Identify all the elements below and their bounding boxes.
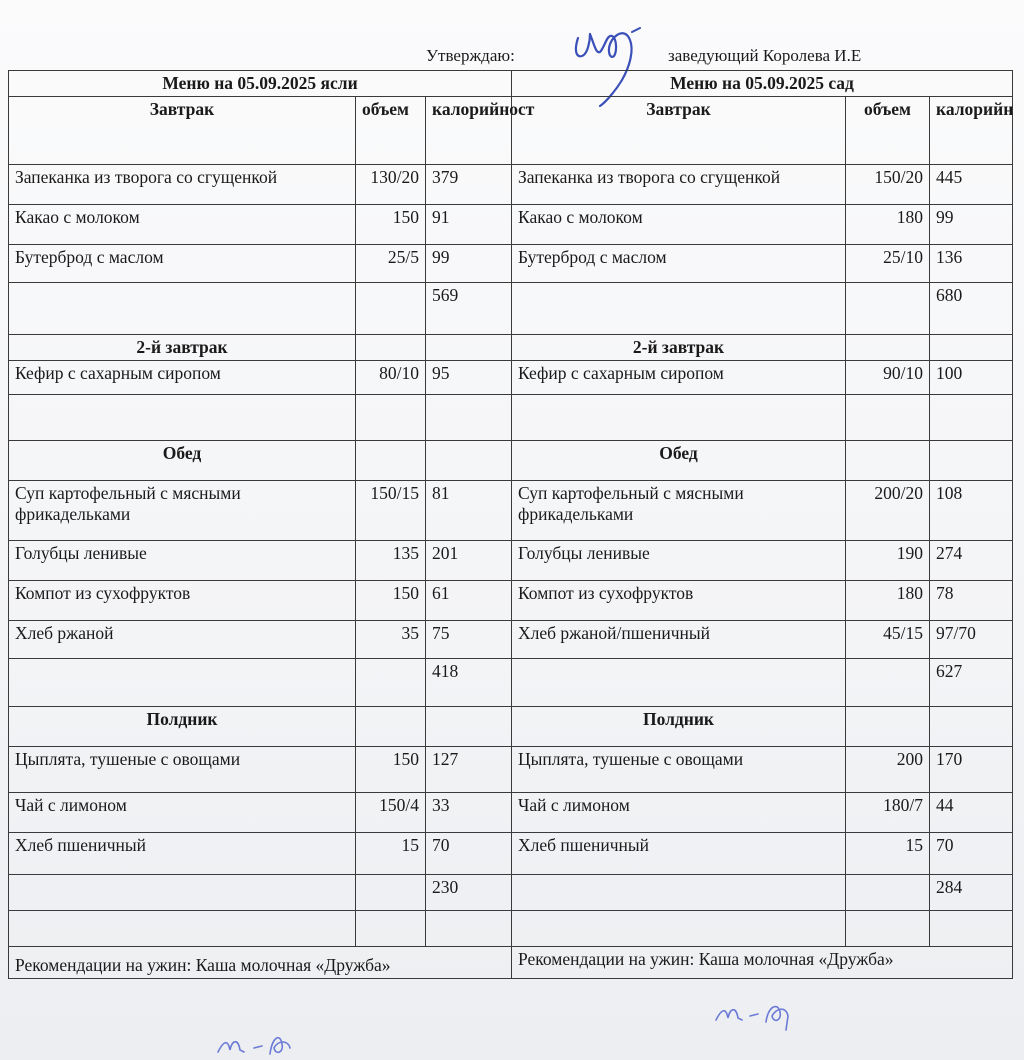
kindergarten-volume-cell <box>846 283 930 335</box>
nursery-calories-cell: 91 <box>426 205 512 245</box>
kindergarten-calories-cell: 284 <box>930 875 1013 911</box>
nursery-dish-cell: Суп картофельный с мясными фрикадельками <box>9 481 356 541</box>
nursery-dish-cell: Хлеб ржаной <box>9 621 356 659</box>
table-row <box>9 541 1013 581</box>
kindergarten-dish-cell: Запеканка из творога со сгущенкой <box>512 165 846 205</box>
nursery-calories-cell: 33 <box>426 793 512 833</box>
nursery-dish-cell: Чай с лимоном <box>9 793 356 833</box>
menu-table <box>8 70 1013 979</box>
nursery-calories-cell: 99 <box>426 245 512 283</box>
kindergarten-calories-cell: 170 <box>930 747 1013 793</box>
kindergarten-dinner-recommendation: Рекомендации на ужин: Каша молочная «Дружба» <box>512 947 1013 979</box>
kindergarten-volume-cell: 200 <box>846 747 930 793</box>
table-row <box>9 581 1013 621</box>
kindergarten-calories-cell: 108 <box>930 481 1013 541</box>
kindergarten-dish-cell: Полдник <box>512 707 846 747</box>
nursery-volume-cell <box>356 707 426 747</box>
kindergarten-dish-cell <box>512 911 846 947</box>
kindergarten-dish-cell: Бутерброд с маслом <box>512 245 846 283</box>
kindergarten-volume-cell: 15 <box>846 833 930 875</box>
kindergarten-volume-cell: 25/10 <box>846 245 930 283</box>
nursery-calories-cell: 61 <box>426 581 512 621</box>
nursery-header-calories: калорийност <box>426 97 512 165</box>
table-row <box>9 793 1013 833</box>
approval-label: Утверждаю: <box>426 46 515 65</box>
nursery-volume-cell: 130/20 <box>356 165 426 205</box>
nursery-volume-cell: 150/4 <box>356 793 426 833</box>
nursery-dish-cell: Хлеб пшеничный <box>9 833 356 875</box>
nursery-calories-cell: 230 <box>426 875 512 911</box>
kindergarten-title: Меню на 05.09.2025 сад <box>512 71 1013 97</box>
nursery-volume-cell: 150 <box>356 581 426 621</box>
nursery-dish-cell: Запеканка из творога со сгущенкой <box>9 165 356 205</box>
nursery-calories-cell <box>426 335 512 361</box>
kindergarten-calories-cell <box>930 335 1013 361</box>
kindergarten-dish-cell: Хлеб ржаной/пшеничный <box>512 621 846 659</box>
nursery-calories-cell: 95 <box>426 361 512 395</box>
kindergarten-dish-cell: Компот из сухофруктов <box>512 581 846 621</box>
kindergarten-dish-cell: Кефир с сахарным сиропом <box>512 361 846 395</box>
kindergarten-calories-cell: 274 <box>930 541 1013 581</box>
nursery-header-volume: объем <box>356 97 426 165</box>
nursery-calories-cell: 75 <box>426 621 512 659</box>
nursery-calories-cell: 70 <box>426 833 512 875</box>
nursery-volume-cell <box>356 875 426 911</box>
kindergarten-calories-cell: 70 <box>930 833 1013 875</box>
kindergarten-calories-cell <box>930 441 1013 481</box>
nursery-calories-cell <box>426 395 512 441</box>
nursery-calories-cell: 81 <box>426 481 512 541</box>
nursery-dish-cell <box>9 395 356 441</box>
nursery-volume-cell: 150 <box>356 747 426 793</box>
nursery-volume-cell <box>356 335 426 361</box>
nursery-volume-cell: 80/10 <box>356 361 426 395</box>
nursery-calories-cell <box>426 707 512 747</box>
kindergarten-volume-cell <box>846 875 930 911</box>
kindergarten-volume-cell <box>846 707 930 747</box>
kindergarten-calories-cell <box>930 707 1013 747</box>
kindergarten-volume-cell: 190 <box>846 541 930 581</box>
nursery-header-dish: Завтрак <box>9 97 356 165</box>
table-row <box>9 833 1013 875</box>
nursery-volume-cell: 15 <box>356 833 426 875</box>
kindergarten-volume-cell <box>846 395 930 441</box>
nursery-calories-cell <box>426 441 512 481</box>
kindergarten-calories-cell: 78 <box>930 581 1013 621</box>
table-row <box>9 747 1013 793</box>
kindergarten-volume-cell: 180 <box>846 581 930 621</box>
kindergarten-header-volume: объем <box>846 97 930 165</box>
nursery-volume-cell: 150 <box>356 205 426 245</box>
kindergarten-dish-cell: Хлеб пшеничный <box>512 833 846 875</box>
nursery-calories-cell: 569 <box>426 283 512 335</box>
footer-signature-nursery <box>210 1018 320 1060</box>
kindergarten-calories-cell <box>930 911 1013 947</box>
nursery-title: Меню на 05.09.2025 ясли <box>9 71 512 97</box>
kindergarten-volume-cell: 90/10 <box>846 361 930 395</box>
table-row <box>9 875 1013 911</box>
nursery-dish-cell <box>9 875 356 911</box>
nursery-volume-cell: 25/5 <box>356 245 426 283</box>
nursery-dish-cell <box>9 911 356 947</box>
nursery-dish-cell <box>9 659 356 707</box>
footer-signature-kindergarten <box>710 992 810 1034</box>
kindergarten-calories-cell: 44 <box>930 793 1013 833</box>
nursery-volume-cell <box>356 283 426 335</box>
table-row <box>9 361 1013 395</box>
table-row <box>9 245 1013 283</box>
nursery-dish-cell: 2-й завтрак <box>9 335 356 361</box>
kindergarten-dish-cell: Цыплята, тушеные с овощами <box>512 747 846 793</box>
nursery-volume-cell <box>356 659 426 707</box>
nursery-volume-cell: 150/15 <box>356 481 426 541</box>
kindergarten-volume-cell: 45/15 <box>846 621 930 659</box>
nursery-dish-cell: Бутерброд с маслом <box>9 245 356 283</box>
nursery-calories-cell: 379 <box>426 165 512 205</box>
dinner-row <box>9 947 1013 979</box>
approval-line <box>0 46 1024 70</box>
table-row <box>9 165 1013 205</box>
kindergarten-calories-cell: 680 <box>930 283 1013 335</box>
kindergarten-volume-cell <box>846 659 930 707</box>
kindergarten-volume-cell: 180/7 <box>846 793 930 833</box>
nursery-dish-cell: Полдник <box>9 707 356 747</box>
kindergarten-dish-cell: Обед <box>512 441 846 481</box>
kindergarten-dish-cell <box>512 875 846 911</box>
approver-name: заведующий Королева И.Е <box>668 46 862 65</box>
nursery-volume-cell <box>356 395 426 441</box>
kindergarten-volume-cell: 180 <box>846 205 930 245</box>
kindergarten-volume-cell <box>846 441 930 481</box>
table-row <box>9 481 1013 541</box>
nursery-volume-cell <box>356 441 426 481</box>
nursery-dish-cell: Цыплята, тушеные с овощами <box>9 747 356 793</box>
kindergarten-calories-cell: 445 <box>930 165 1013 205</box>
nursery-calories-cell: 201 <box>426 541 512 581</box>
nursery-dish-cell <box>9 283 356 335</box>
nursery-dinner-recommendation: Рекомендации на ужин: Каша молочная «Дружба» <box>9 947 512 979</box>
kindergarten-volume-cell: 200/20 <box>846 481 930 541</box>
table-row <box>9 283 1013 335</box>
kindergarten-dish-cell: Какао с молоком <box>512 205 846 245</box>
kindergarten-volume-cell <box>846 335 930 361</box>
table-row <box>9 395 1013 441</box>
kindergarten-dish-cell <box>512 659 846 707</box>
kindergarten-volume-cell: 150/20 <box>846 165 930 205</box>
kindergarten-calories-cell: 99 <box>930 205 1013 245</box>
nursery-calories-cell <box>426 911 512 947</box>
kindergarten-dish-cell: Суп картофельный с мясными фрикадельками <box>512 481 846 541</box>
kindergarten-header-dish: Завтрак <box>512 97 846 165</box>
nursery-dish-cell: Кефир с сахарным сиропом <box>9 361 356 395</box>
kindergarten-header-calories: калорийн <box>930 97 1013 165</box>
kindergarten-dish-cell <box>512 395 846 441</box>
kindergarten-dish-cell: Чай с лимоном <box>512 793 846 833</box>
nursery-volume-cell: 135 <box>356 541 426 581</box>
nursery-volume-cell: 35 <box>356 621 426 659</box>
table-row <box>9 335 1013 361</box>
nursery-dish-cell: Компот из сухофруктов <box>9 581 356 621</box>
nursery-volume-cell <box>356 911 426 947</box>
nursery-dish-cell: Обед <box>9 441 356 481</box>
kindergarten-dish-cell: Голубцы ленивые <box>512 541 846 581</box>
kindergarten-calories-cell: 97/70 <box>930 621 1013 659</box>
nursery-calories-cell: 127 <box>426 747 512 793</box>
table-row <box>9 911 1013 947</box>
table-row <box>9 707 1013 747</box>
kindergarten-dish-cell: 2-й завтрак <box>512 335 846 361</box>
kindergarten-calories-cell: 100 <box>930 361 1013 395</box>
table-row <box>9 441 1013 481</box>
kindergarten-calories-cell: 136 <box>930 245 1013 283</box>
kindergarten-volume-cell <box>846 911 930 947</box>
kindergarten-dish-cell <box>512 283 846 335</box>
kindergarten-calories-cell <box>930 395 1013 441</box>
table-row <box>9 659 1013 707</box>
nursery-dish-cell: Какао с молоком <box>9 205 356 245</box>
table-row <box>9 205 1013 245</box>
kindergarten-calories-cell: 627 <box>930 659 1013 707</box>
nursery-dish-cell: Голубцы ленивые <box>9 541 356 581</box>
nursery-calories-cell: 418 <box>426 659 512 707</box>
table-row <box>9 621 1013 659</box>
